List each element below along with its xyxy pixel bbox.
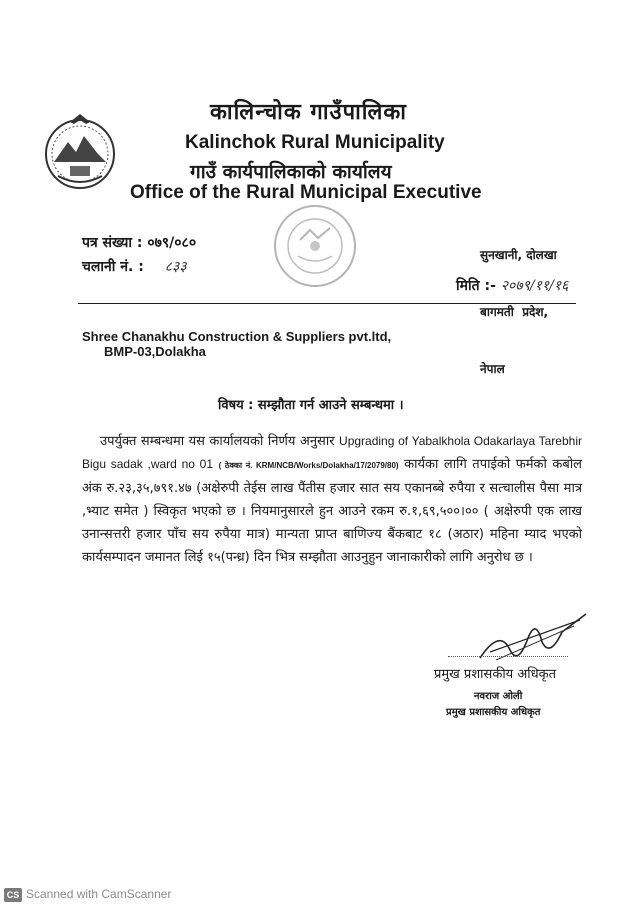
signatory-name: नवराज ओली: [474, 691, 523, 702]
signature-line: [448, 656, 568, 657]
dispatch-number-value: ८३३: [164, 259, 187, 275]
scanner-text: Scanned with CamScanner: [26, 887, 172, 901]
signatory-title-stamp: प्रमुख प्रशासकीय अधिकृत: [446, 707, 541, 718]
address-line: बागमती प्रदेश,: [480, 305, 549, 319]
dispatch-number-label: चलानी नं. :: [82, 259, 144, 275]
office-name-nepali: गाउँ कार्यपालिकाको कार्यालय: [190, 161, 392, 183]
letter-subject: विषय : सम्झौता गर्न आउने सम्बन्धमा ।: [218, 398, 404, 413]
header-divider: [78, 303, 576, 304]
project-name: Upgrading of Yabalkhola Odakarlaya Tarebhir Bigu sadak ,ward no 01: [82, 434, 582, 471]
recipient-line-1: Shree Chanakhu Construction & Suppliers pvt.ltd,: [82, 329, 392, 344]
dispatch-number: [82, 257, 187, 276]
date-value: २०७९/११/१६: [500, 278, 569, 294]
signatory-title: प्रमुख प्रशासकीय अधिकृत: [434, 667, 557, 682]
body-text: उपर्युक्त सम्बन्धमा यस कार्यालयको निर्णय अनुसार: [100, 434, 335, 449]
letter-number-label: पत्र संख्या :: [82, 235, 143, 251]
nepal-emblem-icon: [40, 112, 120, 192]
municipality-name-english: Kalinchok Rural Municipality: [185, 132, 445, 153]
recipient-line-2: BMP-03,Dolakha: [104, 344, 206, 359]
date-label: मिति :-: [456, 278, 496, 294]
scanner-watermark: [4, 887, 171, 902]
address-line: नेपाल: [480, 362, 505, 376]
letter-date: [456, 276, 568, 295]
signature-icon: [470, 608, 590, 668]
letter-body: [82, 430, 582, 569]
office-name-english: Office of the Rural Municipal Executive: [130, 182, 482, 203]
office-stamp-icon: [270, 200, 360, 292]
address-line: सुनखानी, दोलखा: [480, 248, 557, 262]
letter-number: [82, 233, 196, 252]
letter-number-value: ०७९/०८०: [147, 235, 197, 251]
municipality-name-nepali: कालिन्चोक गाउँपालिका: [210, 100, 407, 125]
camscanner-logo-icon: CS: [4, 888, 22, 902]
body-text: कार्यका लागि तपाईको फर्मको कबोल अंक रु.२३,३५,७९१.४७ (अक्षेरुपी तेईस लाख पैंतीस हजार सात सय एकानब्बे रुपैया र सत्चालीस पैसा मात्र ,भ्याट समेत ) स्विकृत भएको छ । नियमानुसारले हुन आउने रकम रु.१,६९,५००।०० ( अक्षेरुपी एक लाख उनान्सत्तरी हजार पाँच सय रुपैया मात्र) मान्यता प्राप्त बाणिज्य बैंकबाट १८ (अठार) महिना म्याद भएको कार्यसम्पादन जमानत लिई १५(पन्ध्र) दिन भित्र सम्झौता आउनुहुन जानाकारीको लागि अनुरोध छ ।: [82, 457, 583, 565]
contract-number: ( ठेक्का नं. KRM/NCB/Works/Dolakha/17/2079/80): [218, 461, 399, 470]
